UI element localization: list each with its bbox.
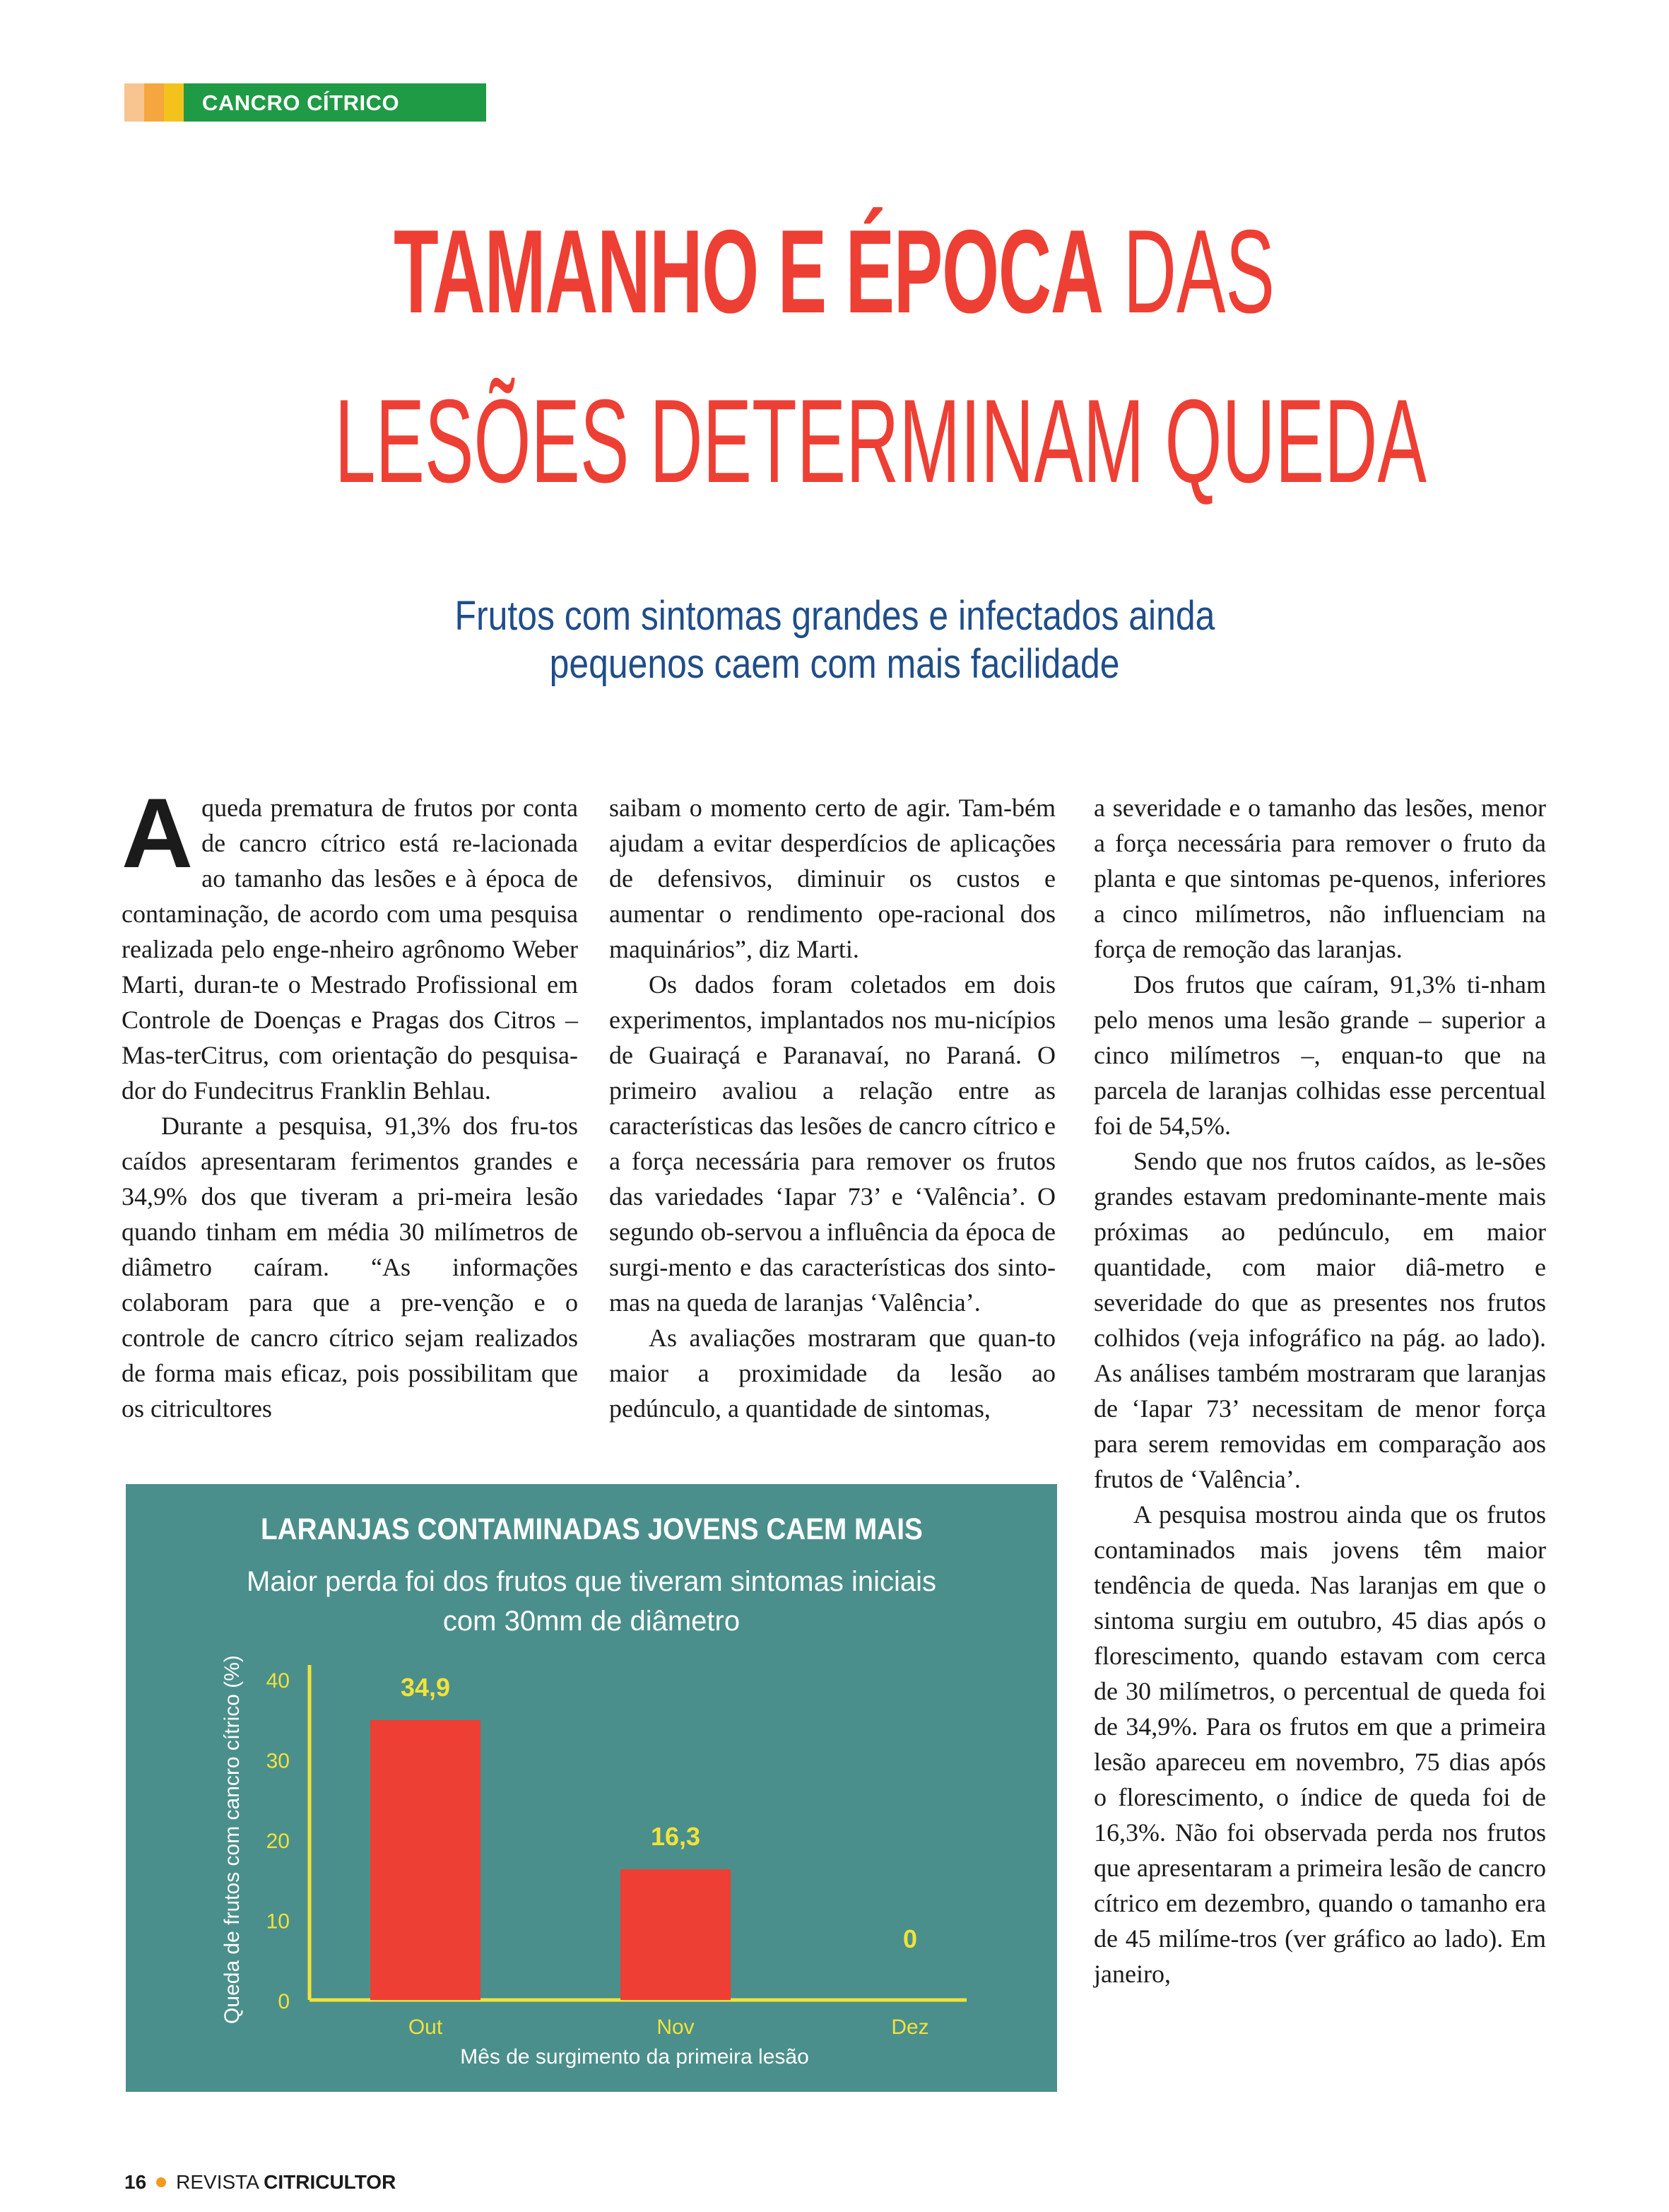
- x-tick-label: Dez: [891, 2016, 929, 2039]
- y-tick-label: 10: [266, 1910, 290, 1934]
- page-number: 16: [124, 2171, 147, 2193]
- y-tick-label: 40: [266, 1669, 290, 1693]
- headline-second-line: LESÕES DETERMINAM QUEDA: [334, 375, 1427, 507]
- bar-out: [370, 1720, 480, 2000]
- x-axis-label: Mês de surgimento da primeira lesão: [460, 2045, 809, 2069]
- tag-stripe-1: [124, 83, 144, 122]
- paragraph: Dos frutos que caíram, 91,3% ti-nham pelo menos uma lesão grande – superior a cinco milímetros –, enquan-to que na parcela de laranjas colhidas esse percentual foi de 54,5%.: [1094, 970, 1546, 1140]
- tag-stripe-2: [144, 83, 164, 122]
- paragraph: As avaliações mostraram que quan-to maior a proximidade da lesão ao pedúnculo, a quantidade de sintomas,: [609, 1324, 1056, 1423]
- subtitle-line-2: pequenos caem com mais facilidade: [549, 641, 1120, 687]
- paragraph: Sendo que nos frutos caídos, as le-sões grandes estavam predominante-mente mais próximas ao pedúnculo, em maior quantidade, com maior diâ-metro e severidade do que as presentes nos frutos colhidos (veja infográfico na pág. ao lado). As análises também mostraram que laranjas de ‘Iapar 73’ necessitam de menor força para serem removidas em comparação aos frutos de ‘Valência’.: [1094, 1147, 1546, 1493]
- paragraph: saibam o momento certo de agir. Tam-bém ajudam a evitar desperdícios de aplicações de defensivos, diminuir os custos e aumentar o rendimento ope-racional dos maquinários”, diz Marti.: [609, 794, 1056, 963]
- x-tick-label: Nov: [656, 2016, 695, 2039]
- headline-line-1: [0, 205, 1669, 338]
- bar-nov: [620, 1869, 731, 2000]
- tag-stripe-3: [164, 83, 184, 122]
- y-axis-label: Queda de frutos com cancro cítrico (%): [220, 1655, 244, 2024]
- magazine-name: CITRICULTOR: [264, 2171, 396, 2193]
- article-column-3: [1094, 790, 1546, 1992]
- section-label: CANCRO CÍTRICO: [202, 90, 400, 115]
- bar-value-label: 0: [902, 1924, 918, 1953]
- headline-light: DAS: [1103, 205, 1275, 338]
- article-column-1: [122, 777, 578, 1426]
- section-tag: [124, 83, 486, 122]
- subtitle-line-1: Frutos com sintomas grandes e infectados ainda: [454, 593, 1215, 639]
- bullet-dot-icon: [156, 2177, 166, 2187]
- headline-line-2: [0, 375, 1669, 507]
- article-column-2: [609, 790, 1056, 1426]
- y-tick-label: 0: [278, 1990, 290, 2013]
- paragraph: [122, 777, 578, 1108]
- bar-value-label: 34,9: [400, 1672, 451, 1702]
- magazine-prefix: REVISTA: [176, 2171, 264, 2193]
- chart-subtitle-line-1: Maior perda foi dos frutos que tiveram sintomas iniciais: [247, 1566, 936, 1597]
- chart-infobox: [126, 1484, 1057, 2092]
- page-footer: [124, 2171, 396, 2194]
- drop-cap: A: [122, 777, 194, 888]
- x-tick-label: Out: [408, 2016, 443, 2039]
- headline-bold: TAMANHO E ÉPOCA: [394, 205, 1104, 338]
- y-tick-label: 20: [266, 1830, 290, 1853]
- paragraph: Os dados foram coletados em dois experimentos, implantados nos mu-nicípios de Guairaçá e Paranavaí, no Paraná. O primeiro avaliou a relação entre as características das lesões de cancro cítrico e a força necessária para remover os frutos das variedades ‘Iapar 73’ e ‘Valência’. O segundo ob-servou a influência da época de surgi-mento e das características dos sinto-mas na queda de laranjas ‘Valência’.: [609, 970, 1056, 1317]
- chart-title-text: LARANJAS CONTAMINADAS JOVENS CAEM MAIS: [260, 1512, 923, 1546]
- paragraph-text: queda prematura de frutos por conta de cancro cítrico está re-lacionada ao tamanho das lesões e à época de contaminação, de acordo com uma pesquisa realizada pelo enge-nheiro agrônomo Weber Marti, duran-te o Mestrado Profissional em Controle de Doenças e Pragas dos Citros – Mas-terCitrus, com orientação do pesquisa-dor do Fundecitrus Franklin Behlau.: [122, 794, 578, 1105]
- bar-value-label: 16,3: [650, 1821, 701, 1851]
- paragraph: A pesquisa mostrou ainda que os frutos contaminados mais jovens têm maior tendência de queda. Nas laranjas em que o sintoma surgiu em outubro, 45 dias após o florescimento, quando estavam com cerca de 30 milímetros, o percentual de queda foi de 34,9%. Para os frutos em que a primeira lesão apareceu em novembro, 75 dias após o florescimento, o índice de queda foi de 16,3%. Não foi observada perda nos frutos que apresentaram a primeira lesão de cancro cítrico em dezembro, quando o tamanho era de 45 milíme-tros (ver gráfico ao lado). Em janeiro,: [1094, 1500, 1546, 1988]
- paragraph: a severidade e o tamanho das lesões, menor a força necessária para remover o fruto da planta e que sintomas pe-quenos, inferiores a cinco milímetros, não influenciam na força de remoção das laranjas.: [1094, 794, 1546, 963]
- chart-subtitle-line-2: com 30mm de diâmetro: [442, 1606, 741, 1637]
- subtitle: [212, 592, 1457, 688]
- bar-chart: [126, 1484, 1057, 2092]
- y-tick-label: 30: [266, 1749, 290, 1773]
- paragraph: Durante a pesquisa, 91,3% dos fru-tos caídos apresentaram ferimentos grandes e 34,9% dos que tiveram a pri-meira lesão quando tinham em média 30 milímetros de diâmetro caíram. “As informações colaboram para que a pre-venção e o controle de cancro cítrico sejam realizados de forma mais eficaz, pois possibilitam que os citricultores: [122, 1112, 578, 1423]
